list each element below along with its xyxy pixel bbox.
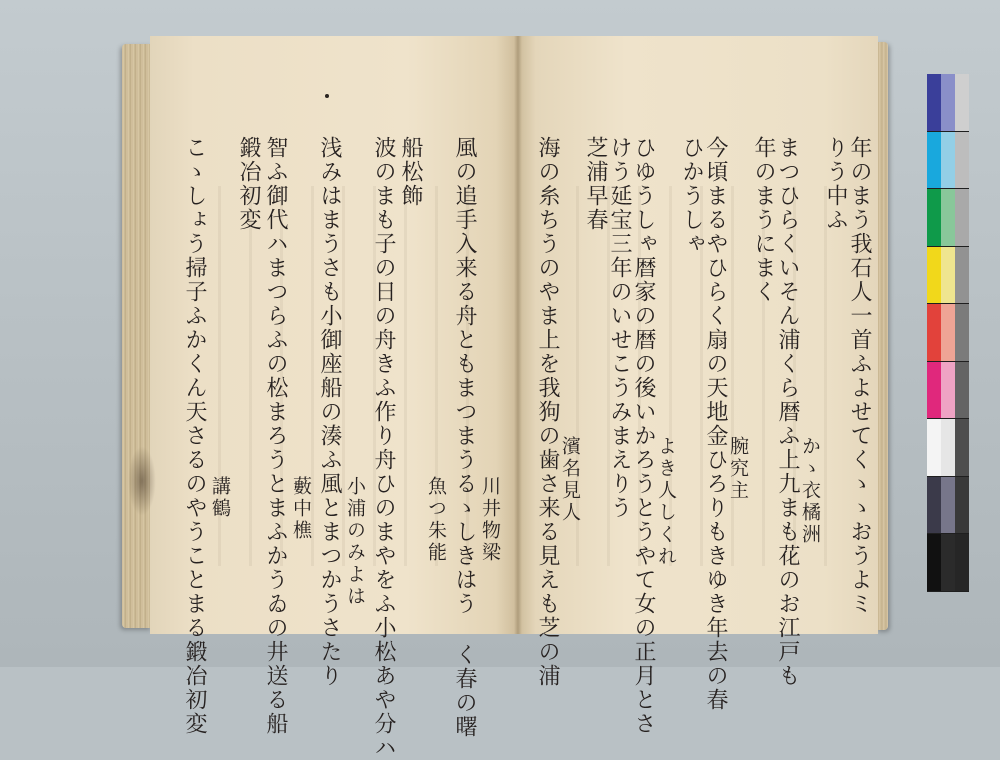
color-patch bbox=[927, 304, 941, 361]
left-page-column: 船松飾 bbox=[398, 136, 423, 208]
color-patch bbox=[927, 477, 941, 534]
color-patch bbox=[955, 132, 969, 189]
color-checker bbox=[927, 74, 969, 592]
left-page-column: こゝしょう掃子ふかくん天さるのやうことまる鍛冶初変 bbox=[182, 136, 207, 736]
right-page-column: けう延宝三年のいせこうみまえりう bbox=[607, 136, 632, 520]
color-patch bbox=[927, 132, 941, 189]
right-page-column: 芝浦早春 bbox=[583, 136, 608, 232]
color-patch bbox=[941, 247, 955, 304]
color-patch bbox=[941, 74, 955, 131]
left-page bbox=[150, 36, 518, 760]
color-patch bbox=[955, 362, 969, 419]
left-page-edges bbox=[122, 44, 152, 628]
right-page-column: かゝ衣橘洲 bbox=[799, 436, 821, 546]
right-page-column: 海の糸ちうのやま上を我狗の歯さ来る見えも芝の浦 bbox=[535, 136, 560, 688]
color-patch bbox=[941, 362, 955, 419]
color-patch bbox=[941, 304, 955, 361]
right-page-column: 腕究主 bbox=[727, 436, 749, 502]
right-page-column: 年のまう我石人一首ふよせてくゝゝおうよミ bbox=[847, 136, 872, 616]
color-patch bbox=[941, 419, 955, 476]
left-page-column: 川井物梁 bbox=[479, 476, 501, 564]
right-page-column: 年のまうにまく bbox=[751, 136, 776, 304]
color-patch bbox=[927, 534, 941, 591]
left-page-column: 小浦のみよは bbox=[344, 476, 366, 608]
color-patch bbox=[955, 304, 969, 361]
edge-smudge bbox=[128, 446, 156, 516]
left-page-column: 風の追手入来る舟ともまつまうるゝしきはう く春の曙 bbox=[452, 136, 477, 739]
color-patch bbox=[955, 247, 969, 304]
color-patch bbox=[941, 534, 955, 591]
right-page-column: よき人しくれ bbox=[655, 436, 677, 568]
left-page-column: 藪中樵 bbox=[290, 476, 312, 542]
color-patch bbox=[927, 247, 941, 304]
color-patch bbox=[955, 189, 969, 246]
color-patch bbox=[955, 419, 969, 476]
left-page-column: 波のまも子の日の舟きふ作り舟ひのまやをふ小松あや分ハ bbox=[371, 136, 396, 760]
left-page-column: 智ふ御代ハまつらふの松まろうとまふかうゐの井送る船 bbox=[263, 136, 288, 736]
color-patch bbox=[941, 477, 955, 534]
color-patch bbox=[955, 534, 969, 591]
color-patch bbox=[941, 189, 955, 246]
left-page-column: 魚つ朱能 bbox=[425, 476, 447, 564]
ink-dot bbox=[325, 94, 329, 98]
right-page-column: ひゆうしゃ暦家の暦の後いかろうとうやて女の正月とさ bbox=[631, 136, 656, 736]
color-patch bbox=[927, 74, 941, 131]
color-patch bbox=[941, 132, 955, 189]
color-patch bbox=[955, 477, 969, 534]
color-patch bbox=[955, 74, 969, 131]
right-page-column: まつひらくいそん浦くら暦ふ上九まも花のお江戸も bbox=[775, 136, 800, 688]
open-book bbox=[122, 36, 888, 760]
right-page-column: 今頃まるやひらく扇の天地金ひろりもきゆき年去の春 bbox=[703, 136, 728, 712]
right-page-column: りう中ふ bbox=[823, 136, 848, 232]
color-patch bbox=[927, 189, 941, 246]
left-page-column: 鍛冶初変 bbox=[236, 136, 261, 232]
right-page-column: ひかうしゃ bbox=[679, 136, 704, 256]
right-page bbox=[518, 36, 878, 736]
color-patch bbox=[927, 419, 941, 476]
left-page-column: 講鶴 bbox=[209, 476, 231, 520]
left-page-column: 浅みはまうさも小御座船の湊ふ風とまつかうさたり bbox=[317, 136, 342, 688]
book-gutter bbox=[514, 36, 522, 634]
color-patch bbox=[927, 362, 941, 419]
right-page-column: 濱名見人 bbox=[559, 436, 581, 524]
